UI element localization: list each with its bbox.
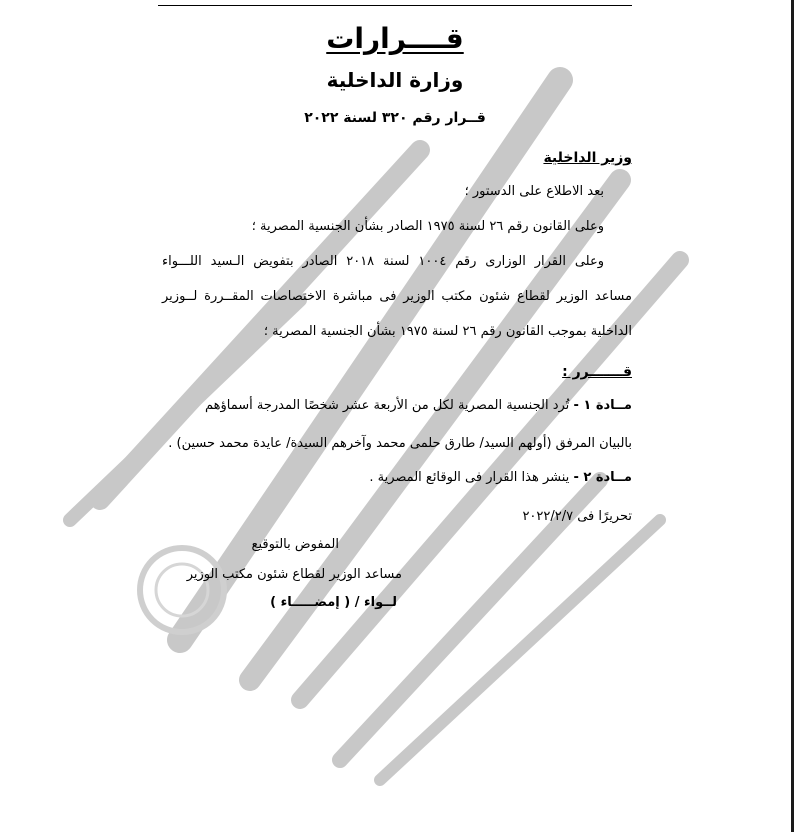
article-1-continuation: بالبيان المرفق (أولهم السيد/ طارق حلمى محمد وآخرهم السيدة/ عايدة محمد حسين) . [168, 436, 632, 451]
preamble-line: وعلى القرار الوزارى رقم ١٠٠٤ لسنة ٢٠١٨ الصادر بتفويض الـسيد اللـــواء [162, 254, 604, 269]
decision-number: قــرار رقم ٣٢٠ لسنة ٢٠٢٢ [304, 110, 486, 126]
preamble-line: وعلى القانون رقم ٢٦ لسنة ١٩٧٥ الصادر بشأن الجنسية المصرية ؛ [251, 219, 604, 234]
article-1-text: تُرد الجنسية المصرية لكل من الأربعة عشر شخصًا المدرجة أسماؤهم [205, 398, 570, 413]
article-2 [369, 470, 632, 485]
decided-label: قـــــــرر : [562, 364, 632, 380]
article-1-label: مــادة ١ - [573, 398, 632, 413]
date-line: تحريرًا فى ٢٠٢٢/٢/٧ [522, 509, 632, 524]
minister-label: وزير الداخلية [543, 150, 632, 166]
preamble-line: مساعد الوزير لقطاع شئون مكتب الوزير فى مباشرة الاختصاصات المقــررة لــوزير [162, 289, 632, 304]
page-title: قــــرارات [326, 22, 464, 55]
preamble-line: بعد الاطلاع على الدستور ؛ [464, 184, 604, 199]
preamble-line: الداخلية بموجب القانون رقم ٢٦ لسنة ١٩٧٥ بشأن الجنسية المصرية ؛ [263, 324, 632, 339]
signature-title: مساعد الوزير لقطاع شئون مكتب الوزير [186, 567, 402, 582]
signature-name: لــواء / ( إمضـــــاء ) [270, 595, 397, 610]
article-2-label: مــادة ٢ - [573, 470, 632, 485]
ministry-title: وزارة الداخلية [326, 68, 464, 92]
signature-authorized: المفوض بالتوقيع [251, 537, 339, 552]
article-1 [205, 398, 632, 413]
article-2-text: ينشر هذا القرار فى الوقائع المصرية . [369, 470, 570, 485]
